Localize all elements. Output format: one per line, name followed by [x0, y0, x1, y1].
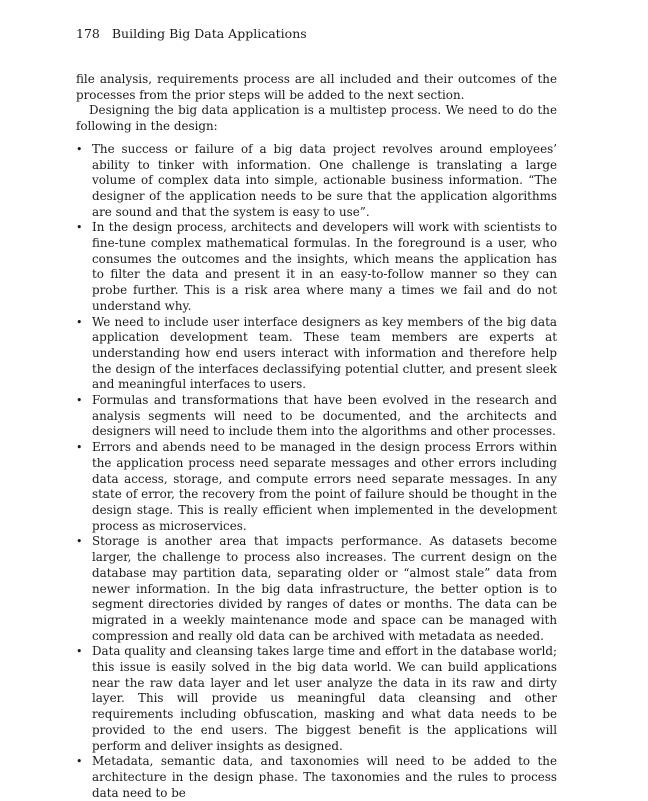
running-header: [76, 26, 557, 42]
body-paragraph: file analysis, requirements process are all included and their outcomes of the processes from the prior steps will be added to the next section.: [76, 72, 557, 102]
list-item: [76, 440, 557, 534]
bullet-marker: •: [76, 394, 83, 408]
list-item: [76, 393, 557, 440]
book-page: [76, 26, 557, 801]
list-item-text: Formulas and transformations that have been evolved in the research and analysis segments will need to be documented, and the architects and designers will need to include them into the algorithms and other processes.: [92, 393, 557, 439]
body-paragraph: Designing the big data application is a multistep process. We need to do the following in the design:: [76, 103, 557, 134]
list-item: [76, 534, 557, 644]
list-item: [76, 315, 557, 394]
list-item-text: Metadata, semantic data, and taxonomies will need to be added to the architecture in the design phase. The taxonomies and the rules to process data need to be: [92, 754, 557, 800]
list-item-text: We need to include user interface designers as key members of the big data application development team. These team members are experts at understanding how end users interact with information and therefore help the design of the interfaces declassifying potential clutter, and present sleek and meaningful interfaces to users.: [92, 314, 557, 392]
list-item-text: Storage is another area that impacts performance. As datasets become larger, the challenge to process also increases. The current design on the database may partition data, separating older or “almost stale” data from newer information. In the big data infrastructure, the better option is to segment directories divided by ranges of dates or months. The data can be migrated in a weekly maintenance mode and space can be managed with compression and really old data can be archived with metadata as needed.: [92, 534, 557, 643]
bullet-marker: •: [76, 221, 83, 235]
list-item: [76, 754, 557, 801]
page-number: 178: [76, 26, 100, 41]
list-item: [76, 220, 557, 314]
list-item-text: Data quality and cleansing takes large time and effort in the database world; this issue is easily solved in the big data world. We can build applications near the raw data layer and let user analyze the data in its raw and dirty layer. This will provide us meaningful data cleansing and other requirements including obfuscation, masking and what data needs to be provided to the end users. The biggest benefit is the applications will perform and deliver insights as designed.: [92, 644, 557, 753]
list-item: [76, 142, 557, 221]
bullet-marker: •: [76, 142, 83, 156]
list-item-text: In the design process, architects and developers will work with scientists to fine-tune complex mathematical formulas. In the foreground is a user, who consumes the outcomes and the insights, which means the application has to filter the data and present it in an easy-to-follow manner so they can probe further. This is a risk area where many a times we fail and do not understand why.: [92, 220, 557, 313]
bullet-marker: •: [76, 535, 83, 549]
book-title: Building Big Data Applications: [111, 26, 307, 41]
list-item-text: The success or failure of a big data project revolves around employees’ ability to tinker with information. One challenge is translating a large volume of complex data into simple, actionable business information. “The designer of the application needs to be sure that the application algorithms are sound and that the system is easy to use”.: [92, 141, 557, 219]
bullet-marker: •: [76, 315, 83, 329]
list-item-text: Errors and abends need to be managed in the design process Errors within the application process need separate messages and other errors including data access, storage, and compute errors need separate messages. In any state of error, the recovery from the point of failure should be thought in the design stage. This is really efficient when implemented in the development process as microservices.: [92, 440, 557, 533]
bullet-marker: •: [76, 645, 83, 659]
bullet-marker: •: [76, 441, 83, 455]
list-item: [76, 644, 557, 754]
bullet-marker: •: [76, 755, 83, 769]
bullet-list: [76, 142, 557, 801]
